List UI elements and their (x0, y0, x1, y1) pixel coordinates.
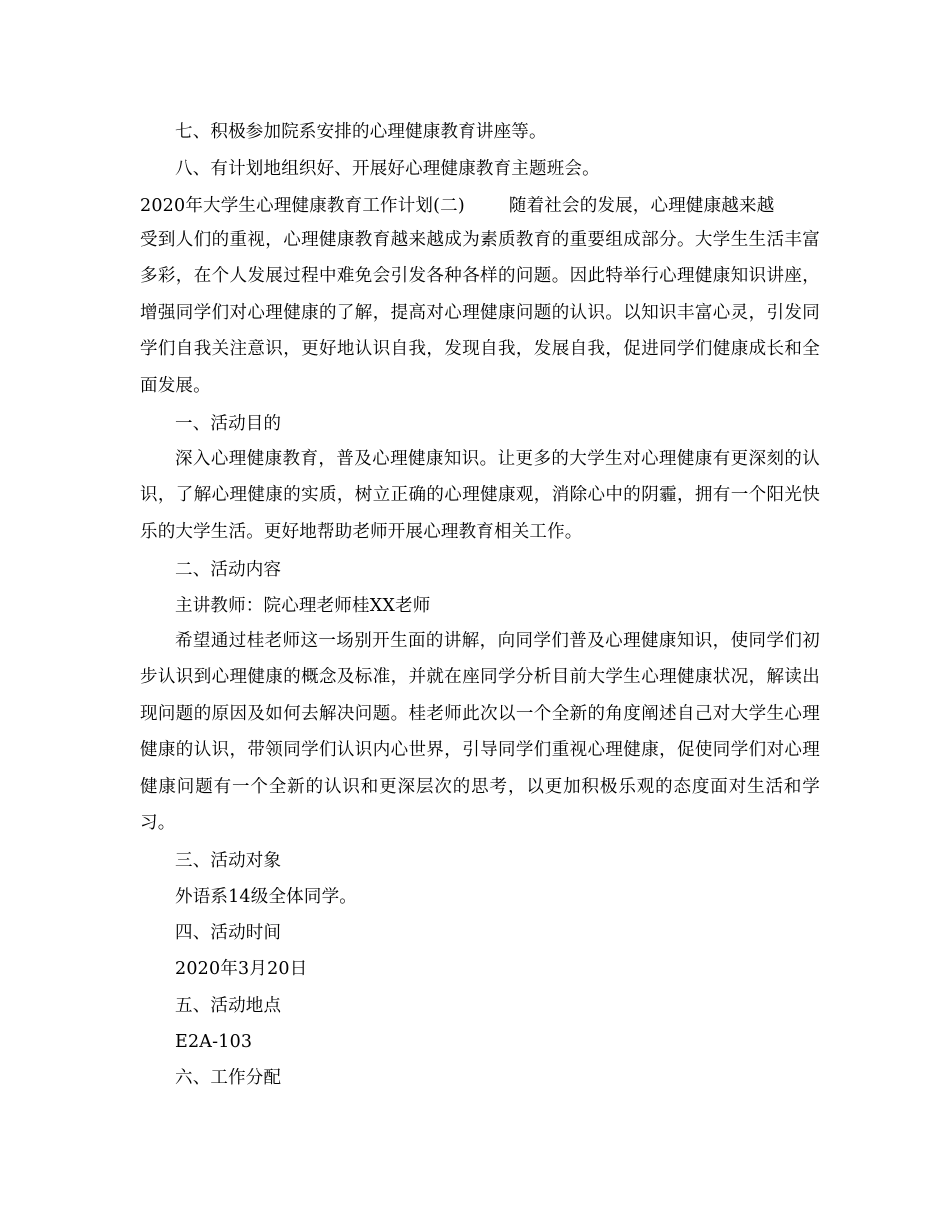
section-3-body: 外语系14级全体同学。 (175, 887, 357, 907)
section-4-body: 2020年3月20日 (175, 959, 308, 979)
section-1-body: 深入心理健康教育，普及心理健康知识。让更多的大学生对心理健康有更深刻的认识，了解心理健康的实质，树立正确的心理健康观，消除心中的阴霾，拥有一个阳光快乐的大学生活。更好地帮助老师开展心理教育相关工作。 (140, 449, 820, 542)
plan-title-line (140, 195, 774, 217)
section-2-heading: 二、活动内容 (175, 560, 282, 580)
section-1-heading: 一、活动目的 (175, 414, 282, 434)
intro-first-line: 随着社会的发展，心理健康越来越 (508, 196, 775, 216)
lecturer-line: 主讲教师：院心理老师桂XX老师 (175, 596, 431, 616)
plan-title: 2020年大学生心理健康教育工作计划(二) (140, 196, 465, 216)
section-3-heading: 三、活动对象 (175, 851, 282, 871)
list-item-8: 八、有计划地组织好、开展好心理健康教育主题班会。 (175, 159, 600, 179)
intro-paragraph: 受到人们的重视，心理健康教育越来越成为素质教育的重要组成部分。大学生生活丰富多彩，在个人发展过程中难免会引发各种各样的问题。因此特举行心理健康知识讲座，增强同学们对心理健康的了解，提高对心理健康问题的认识。以知识丰富心灵，引发同学们自我关注意识，更好地认识自我，发现自我，发展自我，促进同学们健康成长和全面发展。 (140, 230, 820, 396)
section-5-body: E2A-103 (175, 1032, 253, 1052)
section-2-body: 希望通过桂老师这一场别开生面的讲解，向同学们普及心理健康知识，使同学们初步认识到心理健康的概念及标准，并就在座同学分析目前大学生心理健康状况，解读出现问题的原因及如何去解决问题。桂老师此次以一个全新的角度阐述自己对大学生心理健康的认识，带领同学们认识内心世界，引导同学们重视心理健康，促使同学们对心理健康问题有一个全新的认识和更深层次的思考，以更加积极乐观的态度面对生活和学习。 (140, 631, 820, 834)
list-item-7: 七、积极参加院系安排的心理健康教育讲座等。 (175, 122, 547, 142)
section-5-heading: 五、活动地点 (175, 996, 282, 1016)
section-4-heading: 四、活动时间 (175, 923, 282, 943)
section-6-heading: 六、工作分配 (175, 1068, 282, 1088)
